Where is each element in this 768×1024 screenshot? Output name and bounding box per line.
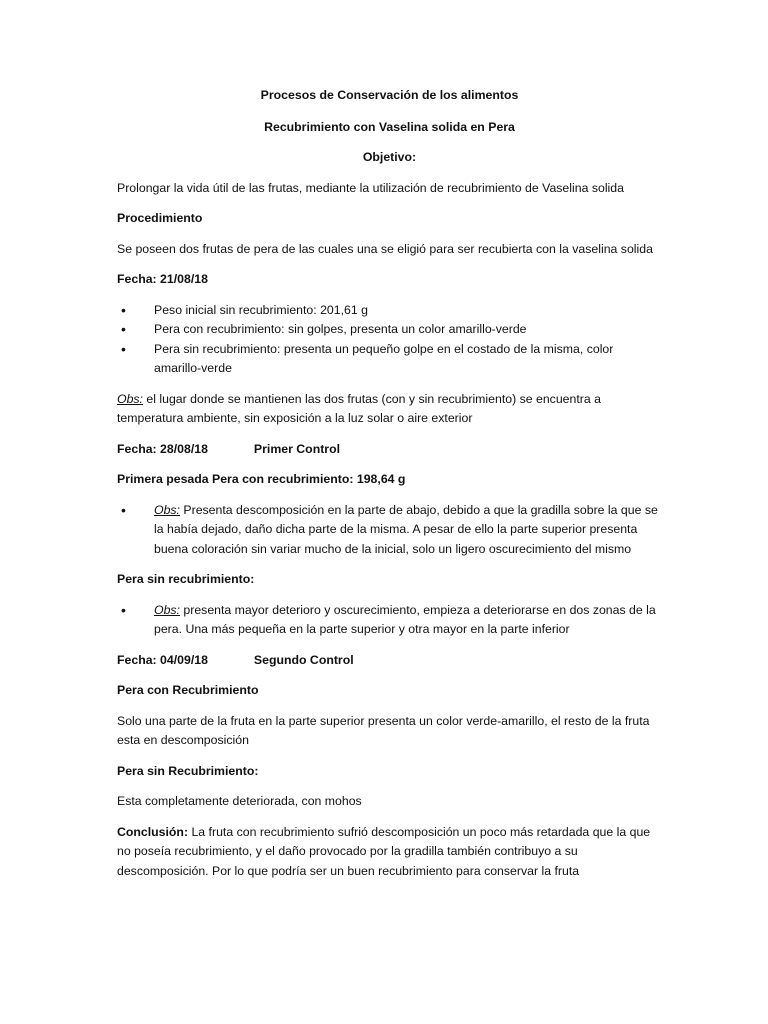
- entry3-coated-heading: Pera con Recubrimiento: [117, 683, 259, 697]
- obs-label: Obs:: [154, 602, 180, 617]
- entry2-no-coating-list: [117, 601, 662, 640]
- list-item: [154, 501, 662, 560]
- entry1-observation: [117, 390, 662, 429]
- obs-text: el lugar donde se mantienen las dos frutas (con y sin recubrimiento) se encuentra a temperatura ambiente, sin exposición a la luz solar o aire exterior: [117, 391, 601, 425]
- procedure-text: Se poseen dos frutas de pera de las cuales una se eligió para ser recubierta con la vaselina solida: [117, 241, 653, 256]
- procedure-heading: Procedimiento: [117, 211, 203, 225]
- entry2-control: Primer Control: [253, 441, 341, 456]
- entry2-no-coating-heading: Pera sin recubrimiento:: [117, 572, 255, 586]
- objective-text: Prolongar la vida útil de las frutas, mediante la utilización de recubrimiento de Vaselina solida: [117, 180, 624, 195]
- entry1-bullet-list: [117, 301, 662, 379]
- conclusion-label: Conclusión:: [117, 824, 189, 839]
- entry3-date: Fecha: 04/09/18: [117, 652, 208, 667]
- obs-label: Obs:: [154, 502, 180, 517]
- document-title: Procesos de Conservación de los alimentos: [260, 88, 519, 102]
- objective-heading: Objetivo:: [362, 150, 417, 164]
- obs-text: presenta mayor deterioro y oscurecimiento, empieza a deteriorarse en dos zonas de la pera. Una más pequeña en la parte superior y otra mayor en la parte inferior: [154, 602, 656, 636]
- entry3-uncoated-heading: Pera sin Recubrimiento:: [117, 763, 259, 778]
- entry3-control: Segundo Control: [253, 652, 354, 667]
- list-item: [154, 601, 662, 640]
- document-subtitle: Recubrimiento con Vaselina solida en Pera: [264, 119, 515, 134]
- entry2-date: Fecha: 28/08/18: [117, 441, 208, 456]
- list-item: • Peso inicial sin recubrimiento: 201,61 g: [154, 301, 662, 321]
- entry2-weighing: Primera pesada Pera con recubrimiento: 198,64 g: [117, 472, 406, 486]
- obs-text: Presenta descomposición en la parte de abajo, debido a que la gradilla sobre la que se la había dejado, daño dicha parte de la misma. A pesar de ello la parte superior presenta buena coloración sin variar mucho de la inicial, solo un ligero oscurecimiento del mismo: [154, 502, 658, 556]
- obs-label: Obs:: [117, 391, 143, 406]
- entry3-date-line: [117, 651, 662, 671]
- entry2-bullet-list: [117, 501, 662, 560]
- entry2-date-line: [117, 440, 662, 460]
- document-page: [117, 86, 662, 881]
- list-item: • Pera sin recubrimiento: presenta un pequeño golpe en el costado de la misma, color amarillo-verde: [154, 340, 662, 379]
- conclusion-text: La fruta con recubrimiento sufrió descomposición un poco más retardada que la que no poseía recubrimiento, y el daño provocado por la gradilla también contribuyo a su descomposición. Por lo que podría ser un buen recubrimiento para conservar la fruta: [117, 824, 651, 878]
- entry3-coated-text: Solo una parte de la fruta en la parte superior presenta un color verde-amarillo, el resto de la fruta esta en descomposición: [117, 713, 650, 747]
- entry3-uncoated-text: Esta completamente deteriorada, con mohos: [117, 794, 362, 808]
- entry1-date: Fecha: 21/08/18: [117, 272, 208, 286]
- list-item: • Pera con recubrimiento: sin golpes, presenta un color amarillo-verde: [154, 320, 662, 340]
- conclusion-paragraph: [117, 823, 662, 882]
